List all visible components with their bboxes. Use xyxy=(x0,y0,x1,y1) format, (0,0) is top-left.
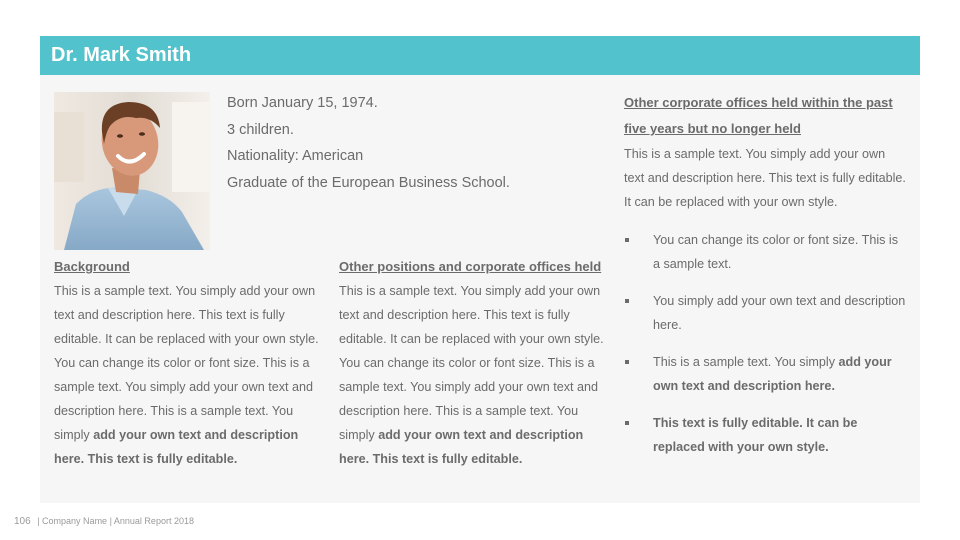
background-section xyxy=(54,255,324,471)
footer xyxy=(14,516,194,527)
bio-details xyxy=(227,90,607,196)
other-positions-text-bold: add your own text and description here. This text is fully editable. xyxy=(339,428,584,466)
page-title: Dr. Mark Smith xyxy=(51,44,192,66)
other-positions-heading: Other positions and corporate offices held xyxy=(339,259,602,274)
bullet-text: This is a sample text. You simply xyxy=(653,355,839,369)
content-panel xyxy=(40,75,920,503)
bio-birth: Born January 15, 1974. xyxy=(227,95,378,111)
bio-nationality: Nationality: American xyxy=(227,148,364,164)
background-text-bold: add your own text and description here. This text is fully editable. xyxy=(54,428,299,466)
bullet-icon xyxy=(625,238,629,242)
bullet-icon xyxy=(625,299,629,303)
bullet-icon xyxy=(625,421,629,425)
other-positions-section xyxy=(339,255,611,471)
profile-photo xyxy=(54,92,210,250)
former-offices-bullets xyxy=(624,228,906,459)
former-offices-heading: Other corporate offices held within the past five years but no longer held xyxy=(624,95,893,136)
bullet-item xyxy=(624,350,906,398)
bullet-icon xyxy=(625,360,629,364)
bullet-text: You simply add your own text and description here. xyxy=(653,294,906,332)
bullet-item xyxy=(624,228,906,276)
other-positions-text-regular: This is a sample text. You simply add your own text and description here. This text is fully editable. It can be replaced with your own style. You can change its color or font size. This is a sample text. You simply add your own text and description here. This is a sample text. You simply xyxy=(339,284,604,442)
former-offices-text: This is a sample text. You simply add your own text and description here. This text is fully editable. It can be replaced with your own style. xyxy=(624,147,906,209)
footer-caption: | Company Name | Annual Report 2018 xyxy=(37,516,194,526)
bullet-item xyxy=(624,411,906,459)
bio-children: 3 children. xyxy=(227,121,294,138)
bullet-text-bold: This text is fully editable. It can be replaced with your own style. xyxy=(653,416,858,454)
former-offices-section xyxy=(624,90,906,472)
bullet-text-bold: add your own text and description here. xyxy=(653,355,892,393)
bullet-text: You can change its color or font size. This is a sample text. xyxy=(653,233,899,271)
bullet-item xyxy=(624,289,906,337)
background-heading: Background xyxy=(54,259,130,274)
bio-education: Graduate of the European Business School. xyxy=(227,174,510,191)
background-text-regular: This is a sample text. You simply add your own text and description here. This text is fully editable. It can be replaced with your own style. You can change its color or font size. This is a sample text. You simply add your own text and description here. This is a sample text. You simply xyxy=(54,284,319,442)
page-number: 106 xyxy=(14,516,31,527)
other-positions-text xyxy=(339,279,611,471)
background-text xyxy=(54,279,324,471)
header-bar xyxy=(40,36,920,75)
